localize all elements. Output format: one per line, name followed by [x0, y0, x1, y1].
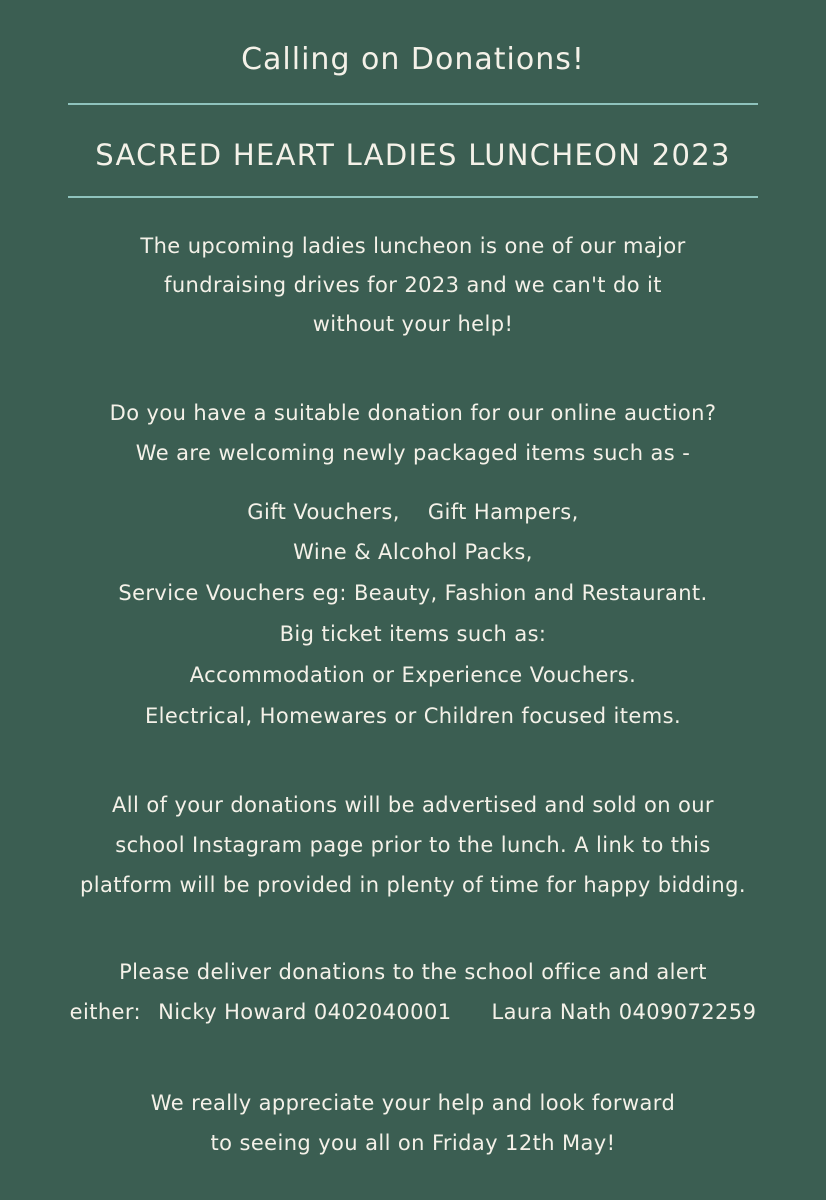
advertising-line: platform will be provided in plenty of time for happy bidding.	[80, 873, 746, 897]
item-gift-vouchers: Gift Vouchers,	[247, 500, 400, 524]
contact-laura: Laura Nath 0409072259	[491, 1000, 757, 1024]
advertising-line: school Instagram page prior to the lunch. A link to this	[115, 833, 711, 857]
top-divider	[68, 103, 758, 105]
auction-line: Do you have a suitable donation for our online auction?	[109, 401, 717, 425]
intro-line: without your help!	[312, 312, 514, 336]
item-service-vouchers: Service Vouchers eg: Beauty, Fashion and Restaurant.	[118, 581, 708, 605]
delivery-contacts	[0, 1000, 826, 1024]
flyer-title: SACRED HEART LADIES LUNCHEON 2023	[95, 138, 731, 172]
item-electrical: Electrical, Homewares or Children focused items.	[144, 704, 682, 728]
flyer-headline: Calling on Donations!	[241, 42, 585, 77]
bottom-divider	[68, 196, 758, 198]
delivery-line: Please deliver donations to the school office and alert	[119, 960, 707, 984]
advertising-line: All of your donations will be advertised and sold on our	[112, 793, 714, 817]
items-row-gifts	[0, 500, 826, 524]
item-wine: Wine & Alcohol Packs,	[293, 540, 533, 564]
item-gift-hampers: Gift Hampers,	[427, 500, 579, 524]
item-accommodation: Accommodation or Experience Vouchers.	[189, 663, 637, 687]
item-big-ticket: Big ticket items such as:	[279, 622, 547, 646]
intro-line: fundraising drives for 2023 and we can't do it	[164, 273, 662, 297]
closing-line: We really appreciate your help and look forward	[150, 1091, 676, 1115]
auction-line: We are welcoming newly packaged items such as -	[135, 441, 691, 465]
intro-line: The upcoming ladies luncheon is one of our major	[140, 234, 686, 258]
delivery-either-label: either:	[69, 1000, 142, 1024]
closing-line: to seeing you all on Friday 12th May!	[210, 1131, 616, 1155]
contact-nicky: Nicky Howard 0402040001	[158, 1000, 452, 1024]
